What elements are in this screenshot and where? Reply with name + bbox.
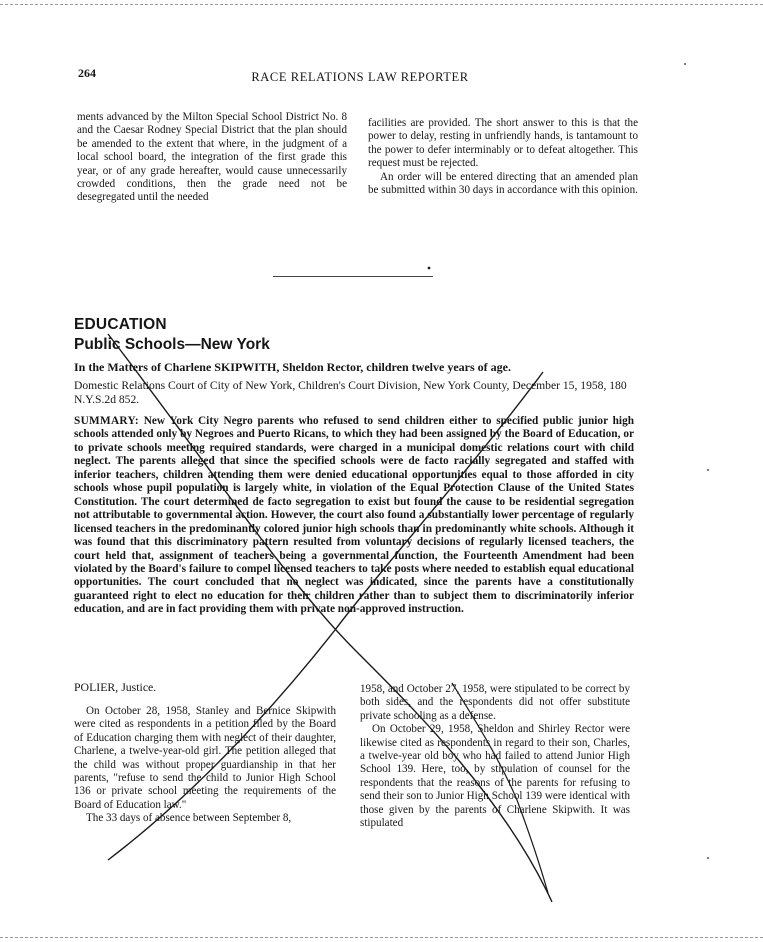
running-title: RACE RELATIONS LAW REPORTER: [251, 70, 469, 84]
speck: [707, 857, 709, 859]
case-citation: Domestic Relations Court of City of New York, Children's Court Division, New York County, December 15, 1958, 180 N.Y.S.2d 852.: [74, 379, 627, 406]
opinion-left-column: [74, 705, 336, 826]
top-right-column: [368, 117, 638, 197]
bottom-scan-edge: [0, 937, 763, 938]
paragraph: On October 28, 1958, Stanley and Bernice Skipwith were cited as respondents in a petition filed by the Board of Education charging them with neglect of their daughter, Charlene, a twelve-year-old girl. The petition alleged that the child was without proper guardianship in that her parents, "refuse to send the child to Junior High School 136 or private school meeting the requirements of the Board of Education law.": [74, 705, 336, 811]
paragraph: facilities are provided. The short answer to this is that the power to delay, resting in unfriendly hands, is tantamount to the power to defer interminably or to defeat altogether. This request must be rejected.: [368, 117, 638, 170]
case-summary: [74, 415, 634, 617]
top-left-column: [77, 111, 347, 205]
section-divider: [273, 276, 433, 277]
paragraph: ments advanced by the Milton Special School District No. 8 and the Caesar Rodney Special District that the plan should be amended to the extent that where, in the judgment of a local school board, the integration of the first grade this year, or of any grade hereafter, would cause unnecessarily crowded conditions, then the grade need not be desegregated until the needed: [77, 111, 347, 204]
paragraph: On October 29, 1958, Sheldon and Shirley Rector were likewise cited as respondents in regard to their son, Charles, a twelve-year old boy who had failed to attend Junior High School 139. Here, too, by stipulation of counsel for the respondents that the reasons of the parents for refusing to send their son to Junior High School 139 were identical with those given by the parents of Charlene Skipwith. It was stipulated: [360, 723, 630, 830]
paragraph: The 33 days of absence between September 8,: [86, 812, 292, 825]
opinion-right-column: [360, 683, 630, 830]
speck: [428, 267, 431, 270]
page-number: 264: [78, 66, 96, 80]
section-subtitle: Public Schools—New York: [74, 336, 270, 353]
section-title: EDUCATION: [74, 316, 167, 333]
summary-label: SUMMARY:: [74, 415, 139, 427]
case-title: In the Matters of Charlene SKIPWITH, Sheldon Rector, children twelve years of age.: [74, 360, 511, 374]
speck: [684, 63, 686, 65]
top-scan-edge: [0, 4, 763, 5]
speck: [707, 469, 709, 471]
paragraph: 1958, and October 27, 1958, were stipulated to be correct by both sides, and the respondents did not offer substitute private schooling as a defense.: [360, 683, 630, 722]
opinion-author: POLIER, Justice.: [74, 680, 157, 694]
summary-text: New York City Negro parents who refused to send children either to specified public junior high schools attended only by Negroes and Puerto Ricans, to which they had been assigned by the Board of Education, or to private schools meeting required standards, were charged in a municipal domestic relations court with child neglect. The parents alleged that since the specified schools were de facto racially segregated and staffed with inferior teachers, children attending them were denied educational opportunities equal to those afforded in city schools whose pupil population is largely white, in violation of the Equal Protection Clause of the United States Constitution. The court determined de facto segregation to exist but found the cause to be residential segregation not attributable to governmental action. However, the court also found a substantially lower percentage of regularly licensed teachers in the predominantly colored junior high schools than in predominantly white schools. Although it was found that this discriminatory pattern resulted from voluntary decisions of regularly licensed teachers, the court held that, assignment of teachers being a governmental function, the Fourteenth Amendment had been violated by the Board's failure to compel licensed teachers to take posts where needed to establish equal educational opportunities. The court concluded that no neglect was indicated, since the parents have a constitutionally guaranteed right to elect no education for their children rather than to subject them to discriminatorily inferior education, and are in fact providing them with private non-approved instruction.: [74, 415, 634, 616]
paragraph: An order will be entered directing that an amended plan be submitted within 30 days in accordance with this opinion.: [368, 170, 638, 197]
